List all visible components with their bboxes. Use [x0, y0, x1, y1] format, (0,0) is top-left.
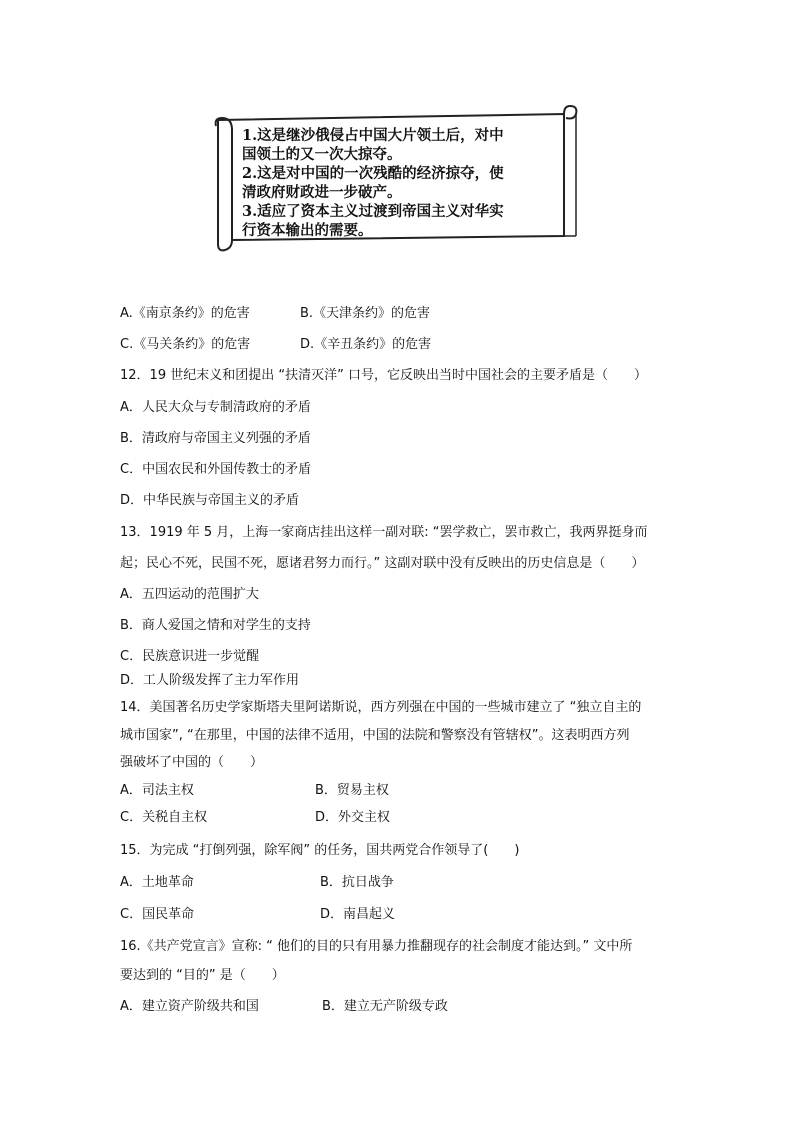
scroll-text [242, 126, 564, 240]
q16-option-a[interactable]: A．建立资产阶级共和国 [120, 999, 259, 1014]
q14-option-d[interactable]: D．外交主权 [315, 810, 391, 825]
q14-stem-line2: 城市国家”, “在那里，中国的法律不适用，中国的法院和警察没有管辖权”。这表明西方列 [120, 728, 630, 743]
q11-option-d[interactable]: D.《辛丑条约》的危害 [300, 337, 432, 352]
q13-stem-line1: 13．1919 年 5 月，上海一家商店挂出这样一副对联: “罢学救亡，罢市救亡，我两界挺身而 [120, 525, 648, 540]
q11-option-a[interactable]: A.《南京条约》的危害 [120, 306, 250, 321]
q15-option-d[interactable]: D．南昌起义 [320, 907, 396, 922]
scroll-illustration [212, 104, 578, 252]
q14-stem-line3: 强破坏了中国的（ ） [120, 755, 264, 770]
q11-option-b[interactable]: B.《天津条约》的危害 [300, 306, 431, 321]
scroll-line: 2.这是对中国的一次残酷的经济掠夺，使 [242, 165, 504, 182]
q15-stem: 15．为完成 “打倒列强，除军阀” 的任务，国共两党合作领导了( ) [120, 843, 520, 858]
q12-stem: 12．19 世纪末义和团提出 “扶清灭洋” 口号，它反映出当时中国社会的主要矛盾是（ ） [120, 368, 647, 383]
scroll-line: 国领土的又一次大掠夺。 [242, 146, 402, 163]
scroll-line: 1.这是继沙俄侵占中国大片领土后，对中 [242, 127, 504, 144]
q14-option-b[interactable]: B．贸易主权 [315, 783, 389, 798]
q14-stem-line1: 14．美国著名历史学家斯塔夫里阿诺斯说，西方列强在中国的一些城市建立了 “独立自主的 [120, 700, 642, 715]
q13-option-c[interactable]: C．民族意识进一步觉醒 [120, 649, 260, 664]
q13-stem-line2: 起；民心不死，民国不死，愿诸君努力而行。” 这副对联中没有反映出的历史信息是（ ） [120, 556, 645, 571]
q16-stem-line1: 16.《共产党宣言》宣称: “ 他们的目的只有用暴力推翻现存的社会制度才能达到。” 文中所 [120, 939, 633, 954]
q11-option-c[interactable]: C.《马关条约》的危害 [120, 337, 251, 352]
q14-option-a[interactable]: A．司法主权 [120, 783, 194, 798]
q12-option-d[interactable]: D．中华民族与帝国主义的矛盾 [120, 493, 300, 508]
q12-option-a[interactable]: A．人民大众与专制清政府的矛盾 [120, 400, 311, 415]
scroll-line: 行资本输出的需要。 [242, 222, 373, 239]
q14-option-c[interactable]: C．关税自主权 [120, 810, 208, 825]
q15-option-c[interactable]: C．国民革命 [120, 907, 195, 922]
scroll-line: 3.适应了资本主义过渡到帝国主义对华实 [242, 203, 504, 220]
q12-option-b[interactable]: B．清政府与帝国主义列强的矛盾 [120, 431, 311, 446]
q12-option-c[interactable]: C．中国农民和外国传教士的矛盾 [120, 462, 312, 477]
q16-option-b[interactable]: B．建立无产阶级专政 [322, 999, 448, 1014]
q16-stem-line2: 要达到的 “目的” 是（ ） [120, 968, 285, 983]
q13-option-a[interactable]: A．五四运动的范围扩大 [120, 587, 259, 602]
q15-option-a[interactable]: A．土地革命 [120, 875, 194, 890]
scroll-line: 清政府财政进一步破产。 [242, 184, 402, 201]
q15-option-b[interactable]: B．抗日战争 [320, 875, 394, 890]
q13-option-b[interactable]: B．商人爱国之情和对学生的支持 [120, 618, 311, 633]
q13-option-d[interactable]: D．工人阶级发挥了主力军作用 [120, 673, 300, 688]
